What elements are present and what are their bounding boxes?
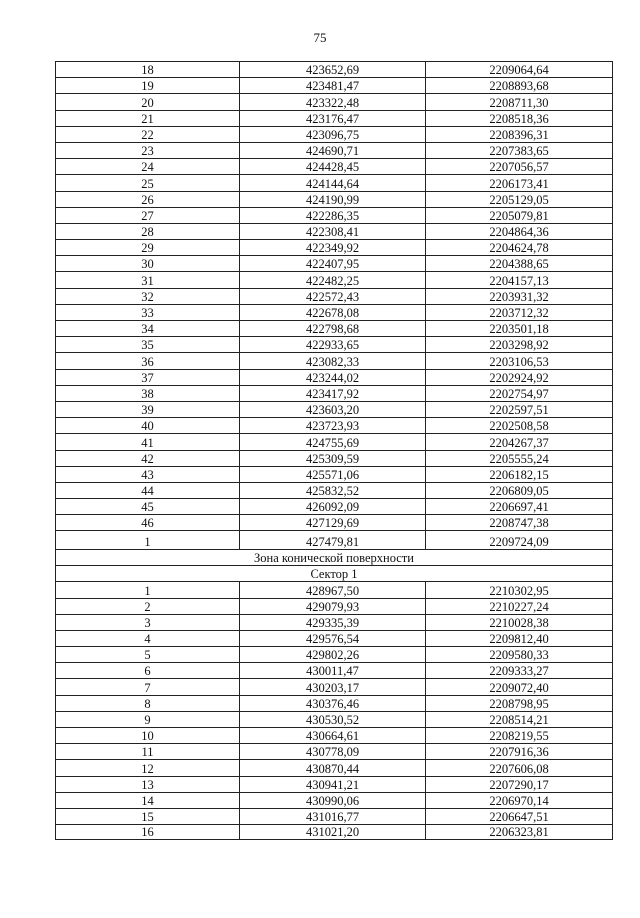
x-coordinate-cell: 429802,26 xyxy=(240,647,426,663)
y-coordinate-cell: 2209724,09 xyxy=(426,531,613,550)
x-coordinate-cell: 423417,92 xyxy=(240,385,426,401)
table-row xyxy=(56,159,613,175)
x-coordinate-cell: 429079,93 xyxy=(240,598,426,614)
point-number-cell: 2 xyxy=(56,598,240,614)
point-number-cell: 6 xyxy=(56,663,240,679)
y-coordinate-cell: 2206697,41 xyxy=(426,499,613,515)
table-row xyxy=(56,711,613,727)
y-coordinate-cell: 2205129,05 xyxy=(426,191,613,207)
point-number-cell: 13 xyxy=(56,776,240,792)
point-number-cell: 11 xyxy=(56,744,240,760)
point-number-cell: 30 xyxy=(56,256,240,272)
table-row xyxy=(56,679,613,695)
point-number-cell: 36 xyxy=(56,353,240,369)
table-row xyxy=(56,499,613,515)
point-number-cell: 35 xyxy=(56,337,240,353)
y-coordinate-cell: 2206173,41 xyxy=(426,175,613,191)
point-number-cell: 8 xyxy=(56,695,240,711)
x-coordinate-cell: 430011,47 xyxy=(240,663,426,679)
table-row xyxy=(56,744,613,760)
y-coordinate-cell: 2210227,24 xyxy=(426,598,613,614)
y-coordinate-cell: 2210302,95 xyxy=(426,582,613,598)
table-row xyxy=(56,223,613,239)
coordinates-table xyxy=(55,61,613,840)
point-number-cell: 37 xyxy=(56,369,240,385)
x-coordinate-cell: 423481,47 xyxy=(240,78,426,94)
table-row xyxy=(56,515,613,531)
x-coordinate-cell: 422349,92 xyxy=(240,240,426,256)
x-coordinate-cell: 425571,06 xyxy=(240,466,426,482)
point-number-cell: 9 xyxy=(56,711,240,727)
x-coordinate-cell: 422678,08 xyxy=(240,304,426,320)
y-coordinate-cell: 2204864,36 xyxy=(426,223,613,239)
y-coordinate-cell: 2204157,13 xyxy=(426,272,613,288)
y-coordinate-cell: 2208518,36 xyxy=(426,110,613,126)
point-number-cell: 4 xyxy=(56,630,240,646)
y-coordinate-cell: 2205079,81 xyxy=(426,207,613,223)
table-row xyxy=(56,630,613,646)
table-row xyxy=(56,434,613,450)
table-row xyxy=(56,126,613,142)
table-row xyxy=(56,418,613,434)
y-coordinate-cell: 2204388,65 xyxy=(426,256,613,272)
point-number-cell: 5 xyxy=(56,647,240,663)
x-coordinate-cell: 429576,54 xyxy=(240,630,426,646)
point-number-cell: 29 xyxy=(56,240,240,256)
x-coordinate-cell: 422572,43 xyxy=(240,288,426,304)
y-coordinate-cell: 2203298,92 xyxy=(426,337,613,353)
point-number-cell: 31 xyxy=(56,272,240,288)
x-coordinate-cell: 426092,09 xyxy=(240,499,426,515)
table-row xyxy=(56,808,613,824)
y-coordinate-cell: 2206809,05 xyxy=(426,482,613,498)
table-row xyxy=(56,647,613,663)
x-coordinate-cell: 423096,75 xyxy=(240,126,426,142)
y-coordinate-cell: 2206647,51 xyxy=(426,808,613,824)
y-coordinate-cell: 2207056,57 xyxy=(426,159,613,175)
table-row xyxy=(56,304,613,320)
y-coordinate-cell: 2202508,58 xyxy=(426,418,613,434)
table-row xyxy=(56,598,613,614)
x-coordinate-cell: 422933,65 xyxy=(240,337,426,353)
x-coordinate-cell: 424428,45 xyxy=(240,159,426,175)
y-coordinate-cell: 2202754,97 xyxy=(426,385,613,401)
x-coordinate-cell: 428967,50 xyxy=(240,582,426,598)
y-coordinate-cell: 2208893,68 xyxy=(426,78,613,94)
x-coordinate-cell: 429335,39 xyxy=(240,614,426,630)
x-coordinate-cell: 423652,69 xyxy=(240,62,426,78)
x-coordinate-cell: 427129,69 xyxy=(240,515,426,531)
point-number-cell: 15 xyxy=(56,808,240,824)
table-row xyxy=(56,760,613,776)
table-row xyxy=(56,78,613,94)
point-number-cell: 32 xyxy=(56,288,240,304)
table-row xyxy=(56,337,613,353)
table-row xyxy=(56,207,613,223)
y-coordinate-cell: 2203712,32 xyxy=(426,304,613,320)
point-number-cell: 3 xyxy=(56,614,240,630)
point-number-cell: 39 xyxy=(56,401,240,417)
point-number-cell: 22 xyxy=(56,126,240,142)
table-row xyxy=(56,450,613,466)
point-number-cell: 20 xyxy=(56,94,240,110)
point-number-cell: 16 xyxy=(56,825,240,840)
coordinates-table-body xyxy=(56,62,613,840)
table-row xyxy=(56,582,613,598)
y-coordinate-cell: 2209333,27 xyxy=(426,663,613,679)
x-coordinate-cell: 430990,06 xyxy=(240,792,426,808)
point-number-cell: 1 xyxy=(56,582,240,598)
sector-title-row xyxy=(56,566,613,582)
y-coordinate-cell: 2209072,40 xyxy=(426,679,613,695)
y-coordinate-cell: 2203501,18 xyxy=(426,321,613,337)
y-coordinate-cell: 2206970,14 xyxy=(426,792,613,808)
y-coordinate-cell: 2207606,08 xyxy=(426,760,613,776)
point-number-cell: 10 xyxy=(56,728,240,744)
x-coordinate-cell: 422286,35 xyxy=(240,207,426,223)
table-row xyxy=(56,256,613,272)
y-coordinate-cell: 2206182,15 xyxy=(426,466,613,482)
point-number-cell: 12 xyxy=(56,760,240,776)
x-coordinate-cell: 430941,21 xyxy=(240,776,426,792)
table-row xyxy=(56,272,613,288)
point-number-cell: 28 xyxy=(56,223,240,239)
y-coordinate-cell: 2202597,51 xyxy=(426,401,613,417)
x-coordinate-cell: 424190,99 xyxy=(240,191,426,207)
x-coordinate-cell: 430664,61 xyxy=(240,728,426,744)
point-number-cell: 27 xyxy=(56,207,240,223)
point-number-cell: 21 xyxy=(56,110,240,126)
y-coordinate-cell: 2204624,78 xyxy=(426,240,613,256)
x-coordinate-cell: 422407,95 xyxy=(240,256,426,272)
point-number-cell: 43 xyxy=(56,466,240,482)
y-coordinate-cell: 2207916,36 xyxy=(426,744,613,760)
point-number-cell: 46 xyxy=(56,515,240,531)
point-number-cell: 41 xyxy=(56,434,240,450)
y-coordinate-cell: 2208219,55 xyxy=(426,728,613,744)
y-coordinate-cell: 2203931,32 xyxy=(426,288,613,304)
point-number-cell: 18 xyxy=(56,62,240,78)
y-coordinate-cell: 2207290,17 xyxy=(426,776,613,792)
x-coordinate-cell: 423603,20 xyxy=(240,401,426,417)
x-coordinate-cell: 423723,93 xyxy=(240,418,426,434)
point-number-cell: 40 xyxy=(56,418,240,434)
table-row xyxy=(56,142,613,158)
x-coordinate-cell: 430778,09 xyxy=(240,744,426,760)
x-coordinate-cell: 422482,25 xyxy=(240,272,426,288)
point-number-cell: 23 xyxy=(56,142,240,158)
x-coordinate-cell: 422308,41 xyxy=(240,223,426,239)
table-row xyxy=(56,369,613,385)
table-row xyxy=(56,466,613,482)
point-number-cell: 26 xyxy=(56,191,240,207)
y-coordinate-cell: 2208798,95 xyxy=(426,695,613,711)
zone-title: Зона конической поверхности xyxy=(56,549,613,565)
point-number-cell: 1 xyxy=(56,531,240,550)
x-coordinate-cell: 424144,64 xyxy=(240,175,426,191)
table-row xyxy=(56,240,613,256)
table-row xyxy=(56,94,613,110)
x-coordinate-cell: 423176,47 xyxy=(240,110,426,126)
y-coordinate-cell: 2208396,31 xyxy=(426,126,613,142)
y-coordinate-cell: 2208747,38 xyxy=(426,515,613,531)
point-number-cell: 44 xyxy=(56,482,240,498)
y-coordinate-cell: 2206323,81 xyxy=(426,825,613,840)
x-coordinate-cell: 430376,46 xyxy=(240,695,426,711)
y-coordinate-cell: 2209580,33 xyxy=(426,647,613,663)
zone-title-row xyxy=(56,549,613,565)
table-row xyxy=(56,531,613,550)
table-row xyxy=(56,614,613,630)
page-number: 75 xyxy=(313,30,327,45)
x-coordinate-cell: 423082,33 xyxy=(240,353,426,369)
table-row xyxy=(56,110,613,126)
y-coordinate-cell: 2208711,30 xyxy=(426,94,613,110)
x-coordinate-cell: 422798,68 xyxy=(240,321,426,337)
table-row xyxy=(56,191,613,207)
y-coordinate-cell: 2209812,40 xyxy=(426,630,613,646)
point-number-cell: 24 xyxy=(56,159,240,175)
table-row xyxy=(56,776,613,792)
x-coordinate-cell: 431016,77 xyxy=(240,808,426,824)
table-row xyxy=(56,695,613,711)
point-number-cell: 19 xyxy=(56,78,240,94)
table-row xyxy=(56,792,613,808)
table-row xyxy=(56,401,613,417)
point-number-cell: 14 xyxy=(56,792,240,808)
x-coordinate-cell: 430203,17 xyxy=(240,679,426,695)
y-coordinate-cell: 2209064,64 xyxy=(426,62,613,78)
table-row xyxy=(56,728,613,744)
x-coordinate-cell: 427479,81 xyxy=(240,531,426,550)
table-row xyxy=(56,825,613,840)
point-number-cell: 38 xyxy=(56,385,240,401)
y-coordinate-cell: 2203106,53 xyxy=(426,353,613,369)
y-coordinate-cell: 2205555,24 xyxy=(426,450,613,466)
x-coordinate-cell: 424690,71 xyxy=(240,142,426,158)
table-row xyxy=(56,175,613,191)
x-coordinate-cell: 424755,69 xyxy=(240,434,426,450)
point-number-cell: 42 xyxy=(56,450,240,466)
point-number-cell: 25 xyxy=(56,175,240,191)
point-number-cell: 34 xyxy=(56,321,240,337)
table-row xyxy=(56,62,613,78)
x-coordinate-cell: 423322,48 xyxy=(240,94,426,110)
y-coordinate-cell: 2204267,37 xyxy=(426,434,613,450)
table-row xyxy=(56,482,613,498)
y-coordinate-cell: 2202924,92 xyxy=(426,369,613,385)
table-row xyxy=(56,353,613,369)
x-coordinate-cell: 425832,52 xyxy=(240,482,426,498)
x-coordinate-cell: 430870,44 xyxy=(240,760,426,776)
x-coordinate-cell: 430530,52 xyxy=(240,711,426,727)
y-coordinate-cell: 2210028,38 xyxy=(426,614,613,630)
y-coordinate-cell: 2208514,21 xyxy=(426,711,613,727)
x-coordinate-cell: 431021,20 xyxy=(240,825,426,840)
table-row xyxy=(56,663,613,679)
point-number-cell: 33 xyxy=(56,304,240,320)
table-row xyxy=(56,385,613,401)
sector-title: Сектор 1 xyxy=(56,566,613,582)
point-number-cell: 45 xyxy=(56,499,240,515)
point-number-cell: 7 xyxy=(56,679,240,695)
x-coordinate-cell: 423244,02 xyxy=(240,369,426,385)
table-row xyxy=(56,321,613,337)
y-coordinate-cell: 2207383,65 xyxy=(426,142,613,158)
table-row xyxy=(56,288,613,304)
x-coordinate-cell: 425309,59 xyxy=(240,450,426,466)
